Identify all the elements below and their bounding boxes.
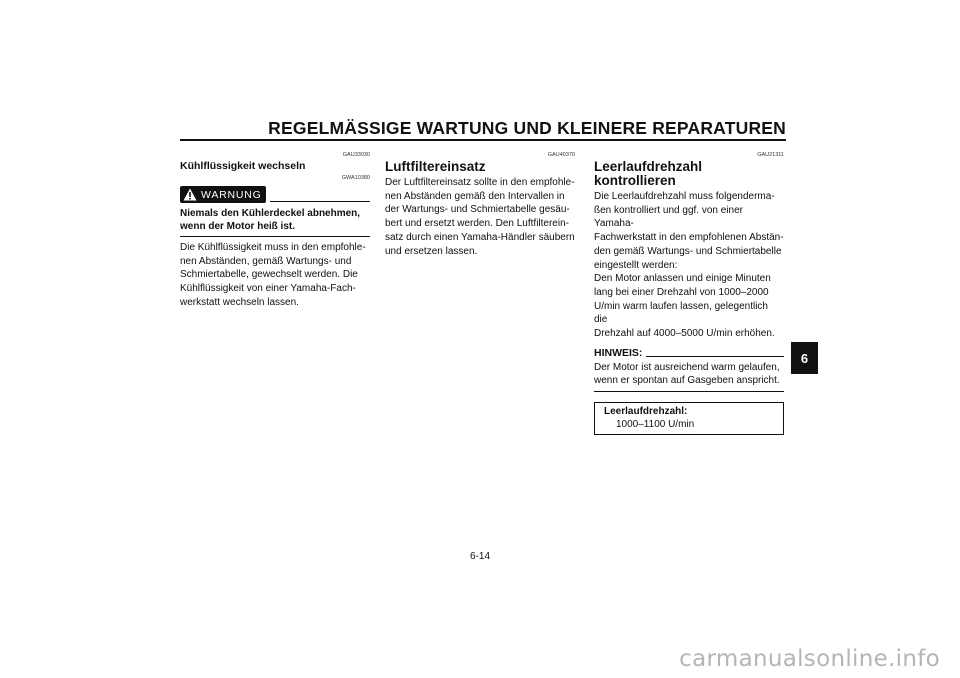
section-body: Die Leerlaufdrehzahl muss folgenderma- ßen kontrolliert und ggf. von einer Yamaha- Fachwerkstatt in den empfohlenen Abstän- den gemäß Wartungs- und Schmiertabelle eingestellt werden: Den Motor anlassen und einige Minuten lang bei einer Drehzahl von 1000–2000 U/min warm laufen lassen, gelegentlich die Drehzahl auf 4000–5000 U/min erhöhen. — [594, 191, 784, 340]
note-text: Der Motor ist ausreichend warm gelaufen, wenn er spontan auf Gasgeben anspricht. — [594, 361, 784, 392]
section-heading: Luftfiltereinsatz — [385, 159, 486, 174]
section-code: GAU40370 — [547, 152, 575, 158]
chapter-tab: 6 — [791, 342, 818, 374]
section-code: GAU33030 — [342, 152, 370, 158]
watermark: carmanualsonline.info — [679, 646, 940, 672]
section-body: Die Kühlflüssigkeit muss in den empfohle- nen Abständen, gemäß Wartungs- und Schmiertabelle, gewechselt werden. Die Kühlflüssigkeit von einer Yamaha-Fach- werkstatt wechseln lassen. — [180, 242, 366, 308]
warning-code: GWA10380 — [341, 175, 370, 181]
warning-label: WARNUNG — [201, 188, 262, 201]
section-coolant — [180, 152, 370, 310]
spec-value: 1000–1100 U/min — [616, 419, 695, 431]
warning-rule — [270, 201, 370, 202]
spec-label: Leerlaufdrehzahl: — [604, 406, 688, 418]
section-body: Der Luftfiltereinsatz sollte in den empfohle- nen Abständen gemäß den Intervallen in der Wartungs- und Schmiertabelle gesäu- bert und ersetzt werden. Den Luftfilterein- satz durch einen Yamaha-Händler säubern und ersetzen lassen. — [385, 177, 575, 257]
warning-badge — [180, 186, 266, 203]
page-number: 6-14 — [469, 551, 490, 562]
warning-header — [180, 183, 370, 203]
note-label: HINWEIS: — [594, 346, 643, 359]
spec-box — [594, 402, 784, 435]
warning-triangle-icon — [183, 188, 197, 201]
section-heading: Leerlaufdrehzahl kontrollieren — [594, 159, 703, 188]
section-code: GAU21311 — [757, 152, 784, 158]
header-divider — [180, 139, 786, 141]
warning-text: Niemals den Kühlerdeckel abnehmen, wenn der Motor heiß ist. — [180, 207, 370, 237]
note-rule — [646, 356, 784, 357]
section-heading: Kühlflüssigkeit wechseln — [180, 160, 306, 172]
page-title: REGELMÄSSIGE WARTUNG UND KLEINERE REPARATUREN — [268, 118, 786, 138]
section-air-filter — [385, 152, 575, 258]
section-idle-speed — [594, 152, 784, 435]
note-header — [594, 347, 784, 359]
